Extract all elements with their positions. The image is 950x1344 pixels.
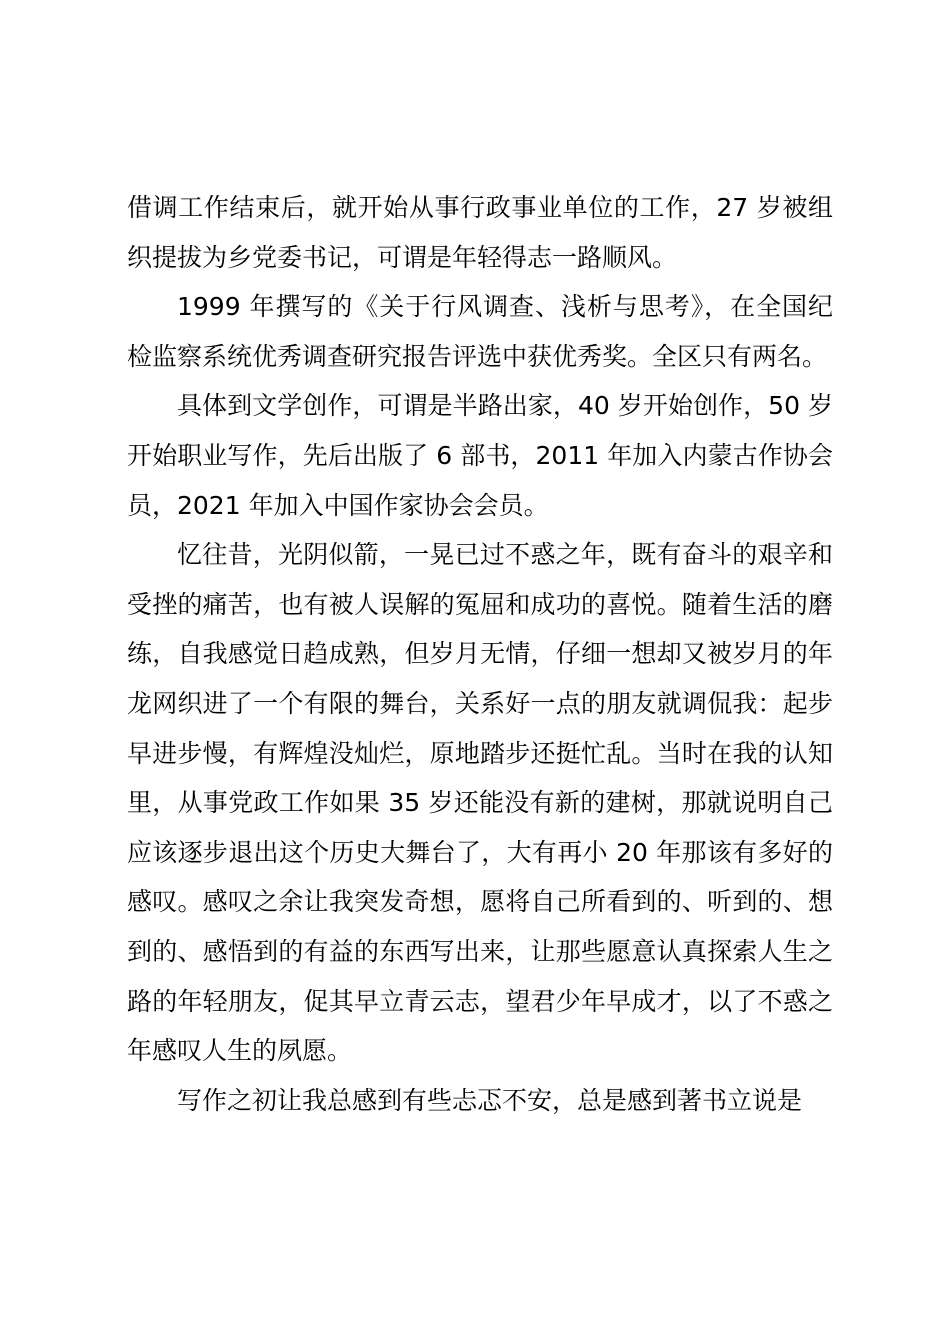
paragraph-2: 1999 年撰写的《关于行风调查、浅析与思考》，在全国纪检监察系统优秀调查研究报告评选中获优秀奖。全区只有两名。 — [127, 292, 833, 371]
paragraph-5: 写作之初让我总感到有些忐忑不安，总是感到著书立说是 — [177, 1085, 803, 1115]
document-body — [127, 183, 833, 1125]
paragraph-4: 忆往昔，光阴似箭，一晃已过不惑之年，既有奋斗的艰辛和受挫的痛苦，也有被人误解的冤屈和成功的喜悦。随着生活的磨练，自我感觉日趋成熟，但岁月无情，仔细一想却又被岁月的年龙网织进了一个有限的舞台，关系好一点的朋友就调侃我：起步早进步慢，有辉煌没灿烂，原地踏步还挺忙乱。当时在我的认知里，从事党政工作如果 35 岁还能没有新的建树，那就说明自己应该逐步退出这个历史大舞台了，大有再小 20 年那该有多好的感叹。感叹之余让我突发奇想，愿将自己所看到的、听到的、想到的、感悟到的有益的东西写出来，让那些愿意认真探索人生之路的年轻朋友，促其早立青云志，望君少年早成才，以了不惑之年感叹人生的夙愿。 — [127, 540, 833, 1066]
paragraph-3: 具体到文学创作，可谓是半路出家，40 岁开始创作，50 岁开始职业写作，先后出版了 6 部书，2011 年加入内蒙古作协会员，2021 年加入中国作家协会会员。 — [127, 391, 833, 520]
paragraph-1: 借调工作结束后，就开始从事行政事业单位的工作，27 岁被组织提拔为乡党委书记，可谓是年轻得志一路顺风。 — [127, 193, 833, 272]
